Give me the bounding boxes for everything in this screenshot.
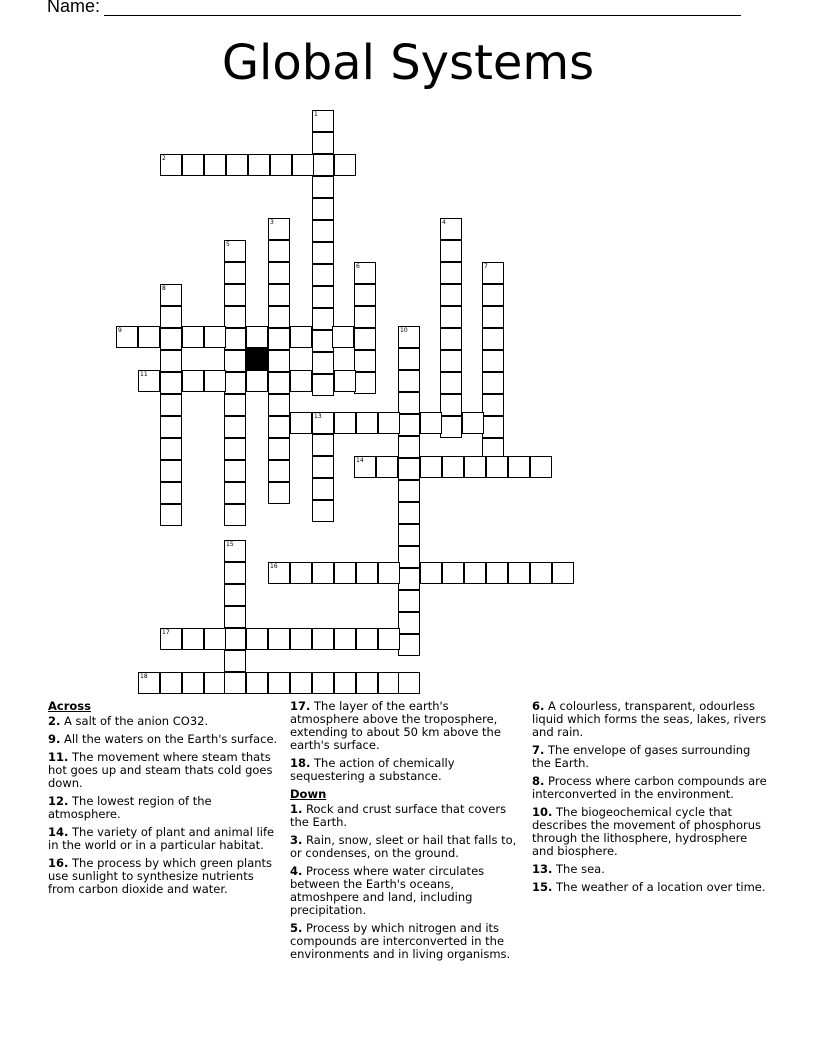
grid-cell[interactable] bbox=[160, 306, 182, 328]
clue-across-9 bbox=[48, 733, 278, 746]
clue-text: All the waters on the Earth's surface. bbox=[64, 732, 278, 746]
grid-cell[interactable] bbox=[182, 154, 204, 176]
grid-cell[interactable] bbox=[440, 328, 462, 350]
grid-cell[interactable] bbox=[334, 672, 356, 694]
grid-cell[interactable] bbox=[224, 328, 246, 350]
grid-cell[interactable] bbox=[268, 284, 290, 306]
grid-cell[interactable] bbox=[354, 262, 376, 284]
grid-cell[interactable] bbox=[160, 482, 182, 504]
grid-cell[interactable] bbox=[160, 394, 182, 416]
grid-cell[interactable] bbox=[420, 412, 442, 434]
grid-cell[interactable] bbox=[312, 352, 334, 374]
clue-down-6 bbox=[532, 700, 772, 739]
grid-cell[interactable] bbox=[312, 500, 334, 522]
grid-cell[interactable] bbox=[376, 456, 398, 478]
clue-text: The action of chemically sequestering a substance. bbox=[290, 756, 455, 783]
grid-cell[interactable] bbox=[246, 370, 268, 392]
clue-number: 10. bbox=[532, 805, 553, 819]
clue-number-label: 5 bbox=[226, 241, 230, 248]
clue-number: 9. bbox=[48, 732, 61, 746]
grid-cell[interactable] bbox=[312, 412, 334, 434]
grid-cell[interactable] bbox=[204, 154, 226, 176]
grid-cell[interactable] bbox=[290, 370, 312, 392]
grid-cell[interactable] bbox=[312, 242, 334, 264]
grid-cell[interactable] bbox=[356, 672, 378, 694]
grid-cell[interactable] bbox=[354, 350, 376, 372]
grid-cell[interactable] bbox=[268, 262, 290, 284]
grid-cell[interactable] bbox=[440, 262, 462, 284]
grid-cell[interactable] bbox=[312, 286, 334, 308]
grid-cell[interactable] bbox=[224, 416, 246, 438]
grid-cell[interactable] bbox=[356, 628, 378, 650]
grid-cell[interactable] bbox=[268, 350, 290, 372]
grid-cell[interactable] bbox=[268, 438, 290, 460]
grid-cell[interactable] bbox=[312, 154, 334, 176]
grid-cell[interactable] bbox=[204, 672, 226, 694]
grid-cell[interactable] bbox=[398, 370, 420, 392]
clue-number-label: 2 bbox=[162, 155, 166, 162]
grid-cell[interactable] bbox=[482, 262, 504, 284]
grid-cell[interactable] bbox=[420, 456, 442, 478]
clue-text: A salt of the anion CO32. bbox=[64, 714, 209, 728]
clue-number: 17. bbox=[290, 699, 311, 713]
grid-cell[interactable] bbox=[334, 370, 356, 392]
grid-cell[interactable] bbox=[160, 504, 182, 526]
clue-text: Process where water circulates between the Earth's oceans, atmoshpere and land, including precipitation. bbox=[290, 864, 485, 917]
clue-number-label: 13 bbox=[314, 413, 322, 420]
grid-cell[interactable] bbox=[204, 628, 226, 650]
grid-cell[interactable] bbox=[160, 154, 182, 176]
grid-cell[interactable] bbox=[482, 416, 504, 438]
grid-cell[interactable] bbox=[312, 330, 334, 352]
clue-down-5 bbox=[290, 922, 520, 961]
clue-across-17 bbox=[290, 700, 520, 752]
grid-cell[interactable] bbox=[224, 262, 246, 284]
clue-text: Rain, snow, sleet or hail that falls to, or condenses, on the ground. bbox=[290, 833, 517, 860]
clue-text: The sea. bbox=[556, 862, 605, 876]
grid-cell[interactable] bbox=[508, 456, 530, 478]
grid-cell[interactable] bbox=[246, 628, 268, 650]
grid-cell[interactable] bbox=[204, 370, 226, 392]
grid-cell[interactable] bbox=[160, 416, 182, 438]
clue-number: 3. bbox=[290, 833, 303, 847]
clue-number-label: 17 bbox=[162, 629, 170, 636]
grid-cell[interactable] bbox=[356, 412, 378, 434]
grid-cell[interactable] bbox=[354, 372, 376, 394]
clue-number-label: 18 bbox=[140, 673, 148, 680]
across-heading: Across bbox=[48, 699, 91, 713]
clue-number-label: 11 bbox=[140, 371, 148, 378]
grid-cell[interactable] bbox=[224, 504, 246, 526]
grid-cell[interactable] bbox=[482, 328, 504, 350]
grid-cell[interactable] bbox=[398, 546, 420, 568]
grid-cell[interactable] bbox=[246, 326, 268, 348]
grid-cell[interactable] bbox=[530, 562, 552, 584]
grid-cell[interactable] bbox=[312, 628, 334, 650]
grid-cell[interactable] bbox=[356, 562, 378, 584]
grid-cell[interactable] bbox=[268, 218, 290, 240]
grid-cell[interactable] bbox=[398, 392, 420, 414]
grid-cell[interactable] bbox=[160, 438, 182, 460]
grid-cell[interactable] bbox=[138, 370, 160, 392]
grid-cell[interactable] bbox=[224, 372, 246, 394]
grid-cell[interactable] bbox=[224, 438, 246, 460]
grid-cell[interactable] bbox=[224, 306, 246, 328]
clue-number-label: 9 bbox=[118, 327, 122, 334]
clue-down-3 bbox=[290, 834, 520, 860]
clue-number: 15. bbox=[532, 880, 553, 894]
grid-cell[interactable] bbox=[312, 132, 334, 154]
clue-number: 8. bbox=[532, 774, 545, 788]
grid-cell[interactable] bbox=[442, 456, 464, 478]
grid-cell[interactable] bbox=[440, 372, 462, 394]
grid-cell[interactable] bbox=[290, 672, 312, 694]
clue-number-label: 7 bbox=[484, 263, 488, 270]
grid-cell[interactable] bbox=[332, 326, 354, 348]
clue-text: Process by which nitrogen and its compounds are interconverted in the environments and in living organisms. bbox=[290, 921, 511, 961]
grid-cell[interactable] bbox=[398, 524, 420, 546]
grid-cell[interactable] bbox=[268, 460, 290, 482]
grid-cell[interactable] bbox=[398, 568, 420, 590]
grid-cell[interactable] bbox=[182, 672, 204, 694]
clue-number: 7. bbox=[532, 743, 545, 757]
clue-number: 16. bbox=[48, 856, 69, 870]
grid-cell[interactable] bbox=[440, 350, 462, 372]
grid-cell[interactable] bbox=[334, 628, 356, 650]
grid-cell[interactable] bbox=[224, 540, 246, 562]
grid-cell[interactable] bbox=[138, 326, 160, 348]
grid-cell[interactable] bbox=[508, 562, 530, 584]
clues-column-3 bbox=[532, 700, 772, 899]
grid-cell[interactable] bbox=[440, 306, 462, 328]
grid-cell[interactable] bbox=[442, 562, 464, 584]
grid-cell[interactable] bbox=[486, 456, 508, 478]
grid-cell[interactable] bbox=[138, 672, 160, 694]
grid-cell[interactable] bbox=[464, 562, 486, 584]
grid-cell[interactable] bbox=[312, 672, 334, 694]
clue-number: 5. bbox=[290, 921, 303, 935]
grid-cell[interactable] bbox=[160, 628, 182, 650]
grid-cell[interactable] bbox=[312, 220, 334, 242]
clues-column-1 bbox=[48, 700, 278, 901]
clue-number-label: 8 bbox=[162, 285, 166, 292]
clue-number-label: 14 bbox=[356, 457, 364, 464]
grid-cell[interactable] bbox=[354, 284, 376, 306]
grid-cell[interactable] bbox=[482, 306, 504, 328]
grid-cell[interactable] bbox=[160, 328, 182, 350]
grid-cell[interactable] bbox=[268, 562, 290, 584]
grid-cell[interactable] bbox=[398, 458, 420, 480]
grid-cell[interactable] bbox=[312, 456, 334, 478]
clue-text: The envelope of gases surrounding the Earth. bbox=[532, 743, 751, 770]
grid-cell[interactable] bbox=[398, 672, 420, 694]
grid-cell[interactable] bbox=[312, 478, 334, 500]
clue-text: A colourless, transparent, odourless liquid which forms the seas, lakes, rivers and rain. bbox=[532, 699, 767, 739]
clue-number: 18. bbox=[290, 756, 311, 770]
clue-across-2 bbox=[48, 715, 278, 728]
clue-text: The biogeochemical cycle that describes the movement of phosphorus through the lithosphere, hydrosphere and biosphere. bbox=[532, 805, 762, 858]
grid-cell[interactable] bbox=[290, 412, 312, 434]
grid-cell[interactable] bbox=[462, 412, 484, 434]
clue-down-13 bbox=[532, 863, 772, 876]
grid-cell[interactable] bbox=[268, 372, 290, 394]
grid-cell[interactable] bbox=[482, 284, 504, 306]
clue-across-14 bbox=[48, 826, 278, 852]
grid-cell[interactable] bbox=[290, 628, 312, 650]
grid-cell[interactable] bbox=[160, 672, 182, 694]
grid-cell[interactable] bbox=[334, 412, 356, 434]
grid-cell[interactable] bbox=[530, 456, 552, 478]
grid-cell[interactable] bbox=[224, 628, 246, 650]
grid-cell[interactable] bbox=[268, 672, 290, 694]
grid-cell[interactable] bbox=[398, 326, 420, 348]
clue-text: The lowest region of the atmosphere. bbox=[48, 794, 212, 821]
grid-cell[interactable] bbox=[224, 562, 246, 584]
grid-cell[interactable] bbox=[246, 672, 268, 694]
grid-cell[interactable] bbox=[290, 562, 312, 584]
grid-cell[interactable] bbox=[482, 394, 504, 416]
grid-cell[interactable] bbox=[334, 154, 356, 176]
clue-number: 12. bbox=[48, 794, 69, 808]
clue-down-10 bbox=[532, 806, 772, 858]
clues-column-2 bbox=[290, 700, 520, 966]
grid-cell[interactable] bbox=[354, 306, 376, 328]
grid-cell[interactable] bbox=[398, 348, 420, 370]
grid-cell[interactable] bbox=[182, 326, 204, 348]
grid-cell[interactable] bbox=[440, 416, 462, 438]
grid-cell[interactable] bbox=[440, 240, 462, 262]
grid-cell[interactable] bbox=[334, 562, 356, 584]
grid-cell[interactable] bbox=[224, 350, 246, 372]
grid-cell[interactable] bbox=[224, 482, 246, 504]
clue-number-label: 6 bbox=[356, 263, 360, 270]
clue-across-16 bbox=[48, 857, 278, 896]
grid-cell[interactable] bbox=[354, 328, 376, 350]
grid-cell[interactable] bbox=[440, 218, 462, 240]
clue-text: Rock and crust surface that covers the Earth. bbox=[290, 802, 507, 829]
grid-cell[interactable] bbox=[398, 502, 420, 524]
grid-cell[interactable] bbox=[482, 350, 504, 372]
clue-number: 4. bbox=[290, 864, 303, 878]
grid-cell[interactable] bbox=[552, 562, 574, 584]
grid-cell[interactable] bbox=[312, 308, 334, 330]
grid-cell[interactable] bbox=[268, 628, 290, 650]
clue-across-12 bbox=[48, 795, 278, 821]
grid-cell[interactable] bbox=[182, 370, 204, 392]
clue-text: The variety of plant and animal life in the world or in a particular habitat. bbox=[48, 825, 275, 852]
grid-cell[interactable] bbox=[270, 154, 292, 176]
clue-text: Process where carbon compounds are interconverted in the environment. bbox=[532, 774, 767, 801]
grid-cell[interactable] bbox=[292, 154, 314, 176]
grid-cell[interactable] bbox=[312, 176, 334, 198]
grid-cell[interactable] bbox=[224, 672, 246, 694]
clue-across-11 bbox=[48, 751, 278, 790]
clue-number: 13. bbox=[532, 862, 553, 876]
grid-cell[interactable] bbox=[160, 372, 182, 394]
clue-number-label: 16 bbox=[270, 563, 278, 570]
grid-cell[interactable] bbox=[248, 154, 270, 176]
clue-text: The process by which green plants use sunlight to synthesize nutrients from carbon dioxide and water. bbox=[48, 856, 273, 896]
grid-cell[interactable] bbox=[268, 394, 290, 416]
clue-number-label: 4 bbox=[442, 219, 446, 226]
puzzle-title: Global Systems bbox=[221, 35, 595, 91]
clue-down-1 bbox=[290, 803, 520, 829]
grid-cell[interactable] bbox=[312, 198, 334, 220]
clue-number: 2. bbox=[48, 714, 61, 728]
grid-cell[interactable] bbox=[398, 590, 420, 612]
clue-down-8 bbox=[532, 775, 772, 801]
grid-cell[interactable] bbox=[482, 372, 504, 394]
grid-cell[interactable] bbox=[160, 284, 182, 306]
clue-down-4 bbox=[290, 865, 520, 917]
grid-cell[interactable] bbox=[378, 412, 400, 434]
clue-down-15 bbox=[532, 881, 772, 894]
grid-cell[interactable] bbox=[224, 460, 246, 482]
clue-number-label: 15 bbox=[226, 541, 234, 548]
grid-cell[interactable] bbox=[268, 328, 290, 350]
grid-cell[interactable] bbox=[204, 326, 226, 348]
name-label: Name: bbox=[47, 0, 101, 16]
clue-across-18 bbox=[290, 757, 520, 783]
grid-cell[interactable] bbox=[312, 264, 334, 286]
clue-number: 11. bbox=[48, 750, 69, 764]
grid-cell[interactable] bbox=[398, 480, 420, 502]
grid-cell[interactable] bbox=[398, 612, 420, 634]
grid-cell[interactable] bbox=[464, 456, 486, 478]
clue-number-label: 10 bbox=[400, 327, 408, 334]
grid-cell[interactable] bbox=[224, 584, 246, 606]
grid-cell[interactable] bbox=[420, 562, 442, 584]
grid-cell[interactable] bbox=[268, 416, 290, 438]
grid-cell[interactable] bbox=[182, 628, 204, 650]
grid-cell[interactable] bbox=[268, 482, 290, 504]
clue-number-label: 1 bbox=[314, 111, 318, 118]
down-heading: Down bbox=[290, 787, 327, 801]
grid-cell[interactable] bbox=[268, 240, 290, 262]
grid-cell[interactable] bbox=[440, 394, 462, 416]
grid-cell[interactable] bbox=[312, 110, 334, 132]
grid-cell[interactable] bbox=[398, 634, 420, 656]
grid-cell[interactable] bbox=[224, 650, 246, 672]
grid-cell[interactable] bbox=[224, 284, 246, 306]
clue-text: The layer of the earth's atmosphere above the troposphere, extending to about 50 km above the earth's surface. bbox=[290, 699, 501, 752]
grid-cell[interactable] bbox=[290, 326, 312, 348]
grid-cell[interactable] bbox=[440, 284, 462, 306]
clue-number: 1. bbox=[290, 802, 303, 816]
grid-cell[interactable] bbox=[354, 456, 376, 478]
clue-number-label: 3 bbox=[270, 219, 274, 226]
grid-cell[interactable] bbox=[160, 350, 182, 372]
grid-cell[interactable] bbox=[226, 154, 248, 176]
grid-cell[interactable] bbox=[312, 562, 334, 584]
clue-number: 6. bbox=[532, 699, 545, 713]
grid-cell[interactable] bbox=[378, 562, 400, 584]
grid-cell[interactable] bbox=[160, 460, 182, 482]
grid-cell[interactable] bbox=[378, 628, 400, 650]
black-cell bbox=[246, 348, 268, 370]
grid-cell[interactable] bbox=[224, 606, 246, 628]
grid-cell[interactable] bbox=[312, 374, 334, 396]
clue-down-7 bbox=[532, 744, 772, 770]
grid-cell[interactable] bbox=[486, 562, 508, 584]
grid-cell[interactable] bbox=[224, 240, 246, 262]
grid-cell[interactable] bbox=[268, 306, 290, 328]
grid-cell[interactable] bbox=[312, 434, 334, 456]
grid-cell[interactable] bbox=[116, 326, 138, 348]
grid-cell[interactable] bbox=[398, 414, 420, 436]
clue-text: The movement where steam thats hot goes up and steam thats cold goes down. bbox=[48, 750, 273, 790]
grid-cell[interactable] bbox=[398, 436, 420, 458]
clue-number: 14. bbox=[48, 825, 69, 839]
grid-cell[interactable] bbox=[378, 672, 400, 694]
grid-cell[interactable] bbox=[224, 394, 246, 416]
clue-text: The weather of a location over time. bbox=[556, 880, 766, 894]
